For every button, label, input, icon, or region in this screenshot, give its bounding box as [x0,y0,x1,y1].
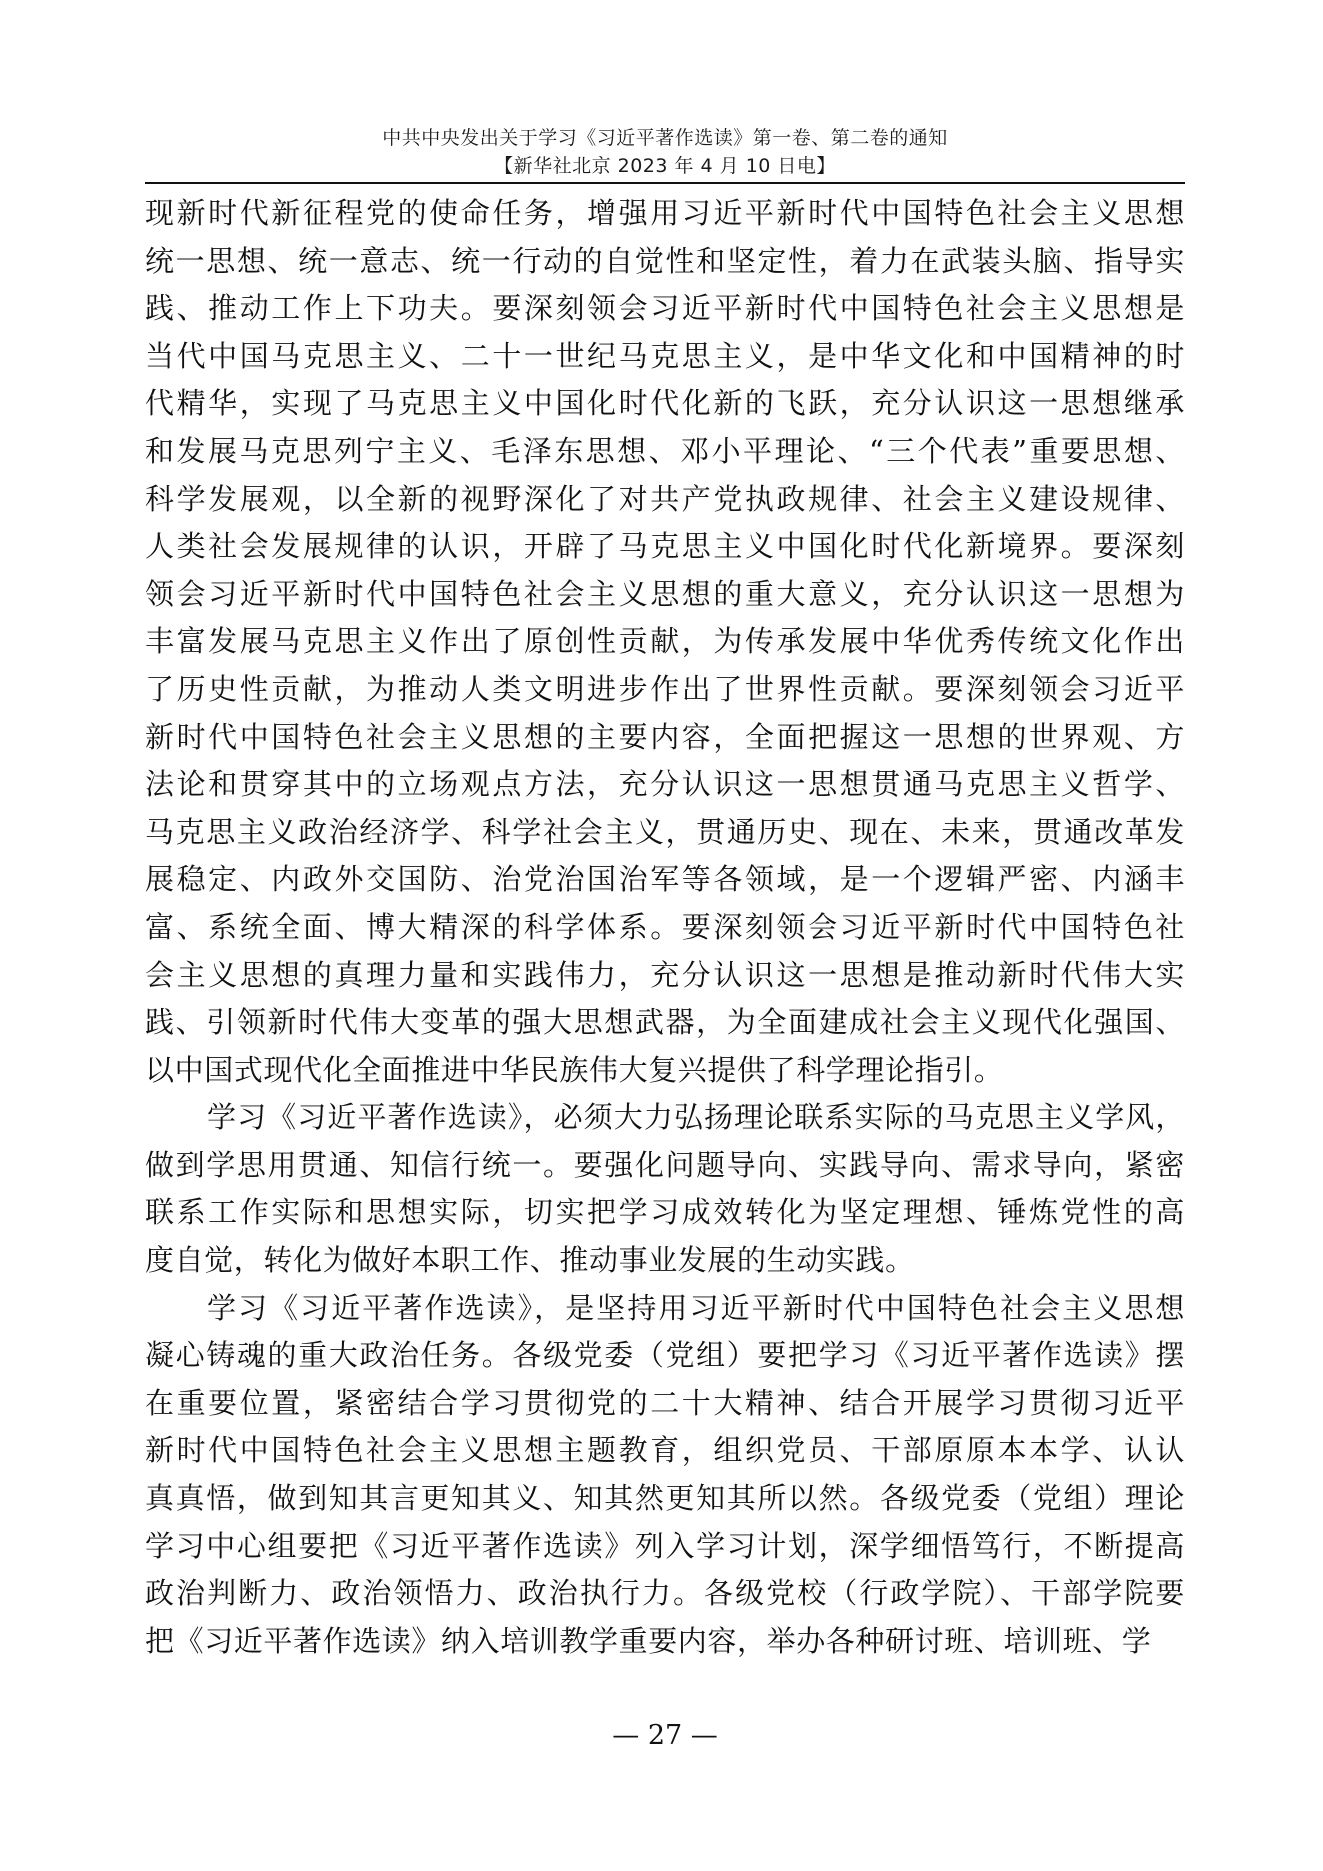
text-line: 学习《习近平著作选读》，必须大力弘扬理论联系实际的马克思主义学风， [207,1100,1185,1135]
text-line: 真真悟，做到知其言更知其义、知其然更知其所以然。各级党委（党组）理论 [145,1481,1185,1516]
text-line: 法论和贯穿其中的立场观点方法，充分认识这一思想贯通马克思主义哲学、 [145,767,1185,802]
text-line: 度自觉，转化为做好本职工作、推动事业发展的生动实践。 [145,1243,915,1278]
text-line: 践、引领新时代伟大变革的强大思想武器，为全面建成社会主义现代化强国、 [145,1005,1185,1040]
paragraph [145,1094,1185,1284]
page-number: — 27 — [612,1720,718,1751]
text-line: 人类社会发展规律的认识，开辟了马克思主义中国化时代化新境界。要深刻 [145,529,1185,564]
text-line: 践、推动工作上下功夫。要深刻领会习近平新时代中国特色社会主义思想是 [145,291,1185,326]
text-line: 政治判断力、政治领悟力、政治执行力。各级党校（行政学院）、干部学院要 [145,1576,1185,1611]
text-line: 了历史性贡献，为推动人类文明进步作出了世界性贡献。要深刻领会习近平 [145,671,1185,706]
text-line: 新时代中国特色社会主义思想的主要内容，全面把握这一思想的世界观、方 [145,719,1185,754]
text-line: 在重要位置，紧密结合学习贯彻党的二十大精神、结合开展学习贯彻习近平 [145,1385,1185,1420]
body-text [145,190,1185,1665]
text-line: 丰富发展马克思主义作出了原创性贡献，为传承发展中华优秀传统文化作出 [145,624,1185,659]
text-line: 以中国式现代化全面推进中华民族伟大复兴提供了科学理论指引。 [145,1052,1004,1087]
paragraph [145,1285,1185,1666]
text-line: 领会习近平新时代中国特色社会主义思想的重大意义，充分认识这一思想为 [145,576,1185,611]
text-line: 做到学思用贯通、知信行统一。要强化问题导向、实践导向、需求导向，紧密 [145,1147,1185,1182]
paragraph [145,190,1185,1094]
header-rule [145,182,1185,184]
text-line: 会主义思想的真理力量和实践伟力，充分认识这一思想是推动新时代伟大实 [145,957,1185,992]
text-line: 把《习近平著作选读》纳入培训教学重要内容，举办各种研讨班、培训班、学 [145,1623,1152,1658]
text-line: 学习中心组要把《习近平著作选读》列入学习计划，深学细悟笃行，不断提高 [145,1528,1185,1563]
text-line: 展稳定、内政外交国防、治党治国治军等各领域，是一个逻辑严密、内涵丰 [145,862,1185,897]
running-header [145,124,1185,180]
text-line: 马克思主义政治经济学、科学社会主义，贯通历史、现在、未来，贯通改革发 [145,814,1185,849]
text-line: 学习《习近平著作选读》，是坚持用习近平新时代中国特色社会主义思想 [207,1290,1185,1325]
text-line: 当代中国马克思主义、二十一世纪马克思主义，是中华文化和中国精神的时 [145,338,1185,373]
text-line: 和发展马克思列宁主义、毛泽东思想、邓小平理论、“三个代表”重要思想、 [145,433,1185,468]
text-line: 富、系统全面、博大精深的科学体系。要深刻领会习近平新时代中国特色社 [145,909,1185,944]
text-line: 新时代中国特色社会主义思想主题教育，组织党员、干部原原本本学、认认 [145,1433,1185,1468]
text-line: 现新时代新征程党的使命任务，增强用习近平新时代中国特色社会主义思想 [145,196,1185,230]
text-line: 联系工作实际和思想实际，切实把学习成效转化为坚定理想、锤炼党性的高 [145,1195,1185,1230]
text-line: 科学发展观，以全新的视野深化了对共产党执政规律、社会主义建设规律、 [145,481,1185,516]
text-line: 统一思想、统一意志、统一行动的自觉性和坚定性，着力在武装头脑、指导实 [145,243,1185,278]
text-line: 凝心铸魂的重大政治任务。各级党委（党组）要把学习《习近平著作选读》摆 [145,1338,1185,1373]
header-dateline: 【新华社北京 2023 年 4 月 10 日电】 [494,155,836,177]
text-line: 代精华，实现了马克思主义中国化时代化新的飞跃，充分认识这一思想继承 [145,386,1185,421]
header-title: 中共中央发出关于学习《习近平著作选读》第一卷、第二卷的通知 [382,127,948,149]
